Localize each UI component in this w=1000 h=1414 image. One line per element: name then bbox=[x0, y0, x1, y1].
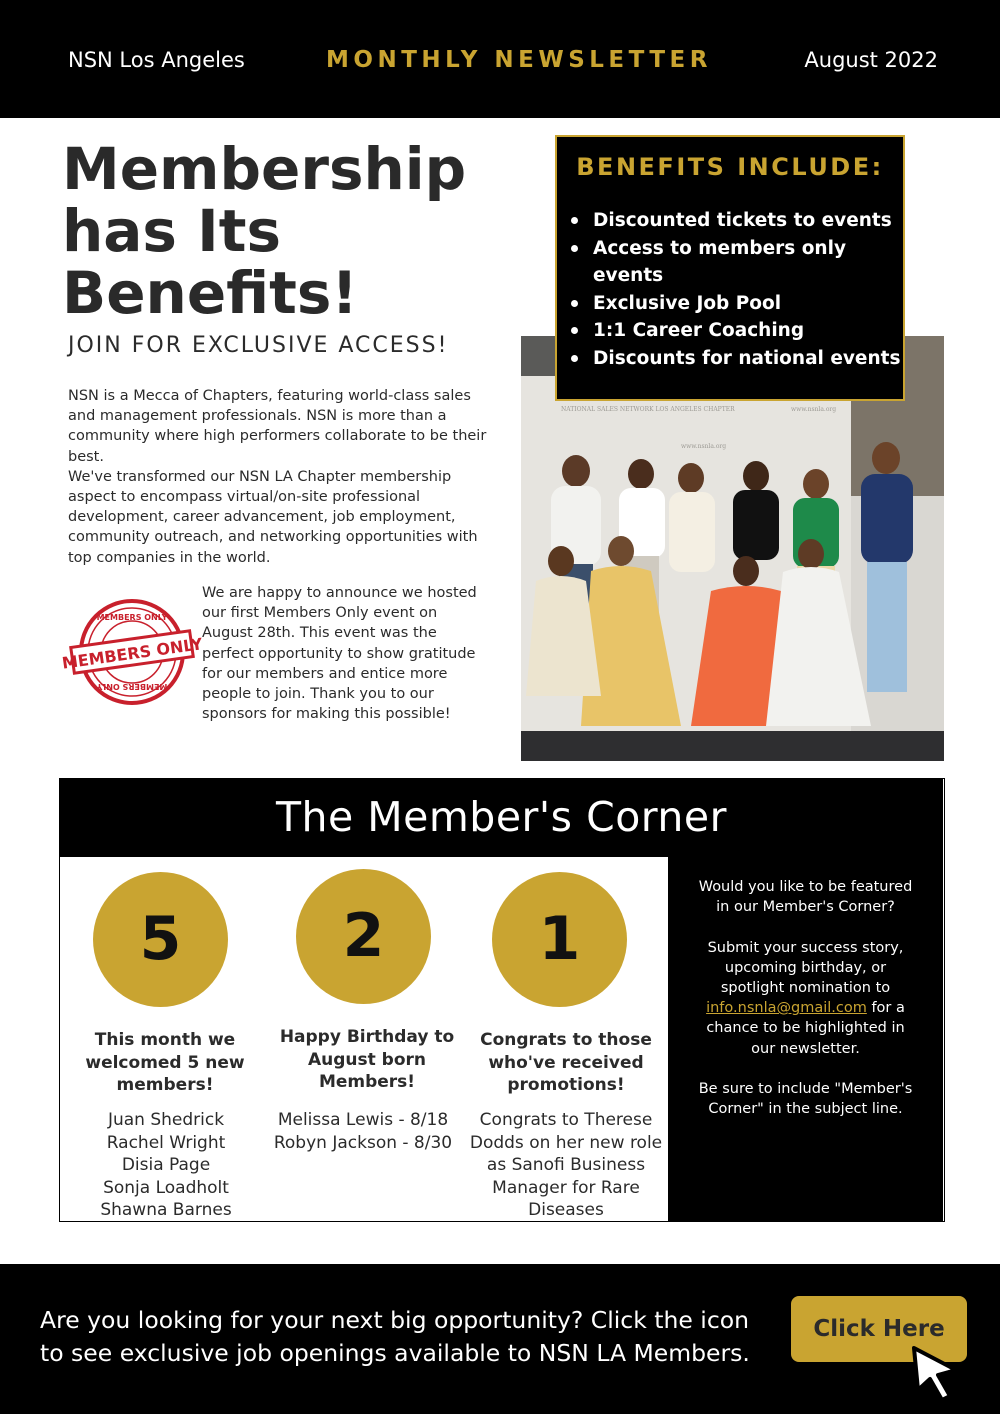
new-members-heading: This month we welcomed 5 new members! bbox=[85, 1030, 245, 1096]
list-item: Shawna Barnes bbox=[100, 1200, 232, 1221]
birthdays-heading: Happy Birthday to August born Members! bbox=[279, 1027, 455, 1093]
job-opportunities-footer bbox=[0, 1264, 1000, 1414]
list-item: Disia Page bbox=[121, 1155, 211, 1176]
footer-message: Are you looking for your next big opportunity? Click the icon to see exclusive job openings available to NSN LA Members. bbox=[40, 1306, 750, 1367]
feature-question: Would you like to be featured in our Member's Corner? bbox=[698, 879, 913, 916]
submit-instructions bbox=[698, 877, 913, 1119]
birthdays-list bbox=[263, 1109, 463, 1154]
benefits-list bbox=[593, 207, 903, 372]
backdrop-text-1: NATIONAL SALES NETWORK LOS ANGELES CHAPTER bbox=[561, 406, 735, 413]
submit-text-before: Submit your success story, upcoming birthday, or spotlight nomination to bbox=[707, 939, 904, 997]
new-members-count-circle: 5 bbox=[93, 872, 228, 1007]
subject-line-note: Be sure to include "Member's Corner" in the subject line. bbox=[698, 1081, 913, 1118]
stamp-text-main: MEMBERS ONLY bbox=[60, 634, 204, 673]
promotions-heading: Congrats to those who've received promotions! bbox=[480, 1030, 652, 1096]
newsletter-title: MONTHLY NEWSLETTER bbox=[326, 47, 712, 73]
list-item: Rachel Wright bbox=[106, 1132, 226, 1153]
list-item: Melissa Lewis - 8/18 bbox=[277, 1110, 449, 1130]
members-corner-submit-panel bbox=[668, 857, 943, 1221]
click-here-button[interactable]: Click Here bbox=[791, 1296, 967, 1362]
members-corner-title: The Member's Corner bbox=[275, 793, 727, 841]
benefits-box bbox=[555, 135, 905, 401]
promotions-count-circle: 1 bbox=[492, 872, 627, 1007]
benefits-title: BENEFITS INCLUDE: bbox=[576, 153, 884, 181]
benefit-item: Exclusive Job Pool bbox=[593, 290, 903, 318]
newsletter-header bbox=[0, 0, 1000, 118]
promotions-list bbox=[466, 1109, 666, 1222]
members-corner-section bbox=[59, 778, 945, 1222]
intro-paragraph-1: NSN is a Mecca of Chapters, featuring world-class sales and management professionals. NSN is more than a community where high performers collaborate to be their best. bbox=[68, 388, 487, 465]
benefit-item: 1:1 Career Coaching bbox=[593, 317, 903, 345]
intro-text bbox=[68, 386, 488, 568]
issue-date: August 2022 bbox=[804, 48, 938, 72]
page-title bbox=[62, 135, 522, 327]
subheadline: JOIN FOR EXCLUSIVE ACCESS! bbox=[68, 333, 449, 358]
submit-text-after: for a chance to be highlighted in our newsletter. bbox=[706, 1000, 905, 1057]
birthdays-count-circle: 2 bbox=[296, 869, 431, 1004]
intro-paragraph-2: We've transformed our NSN LA Chapter membership aspect to encompass virtual/on-site professional development, career advancement, job employment, community outreach, and networking opportunities with top companies in the world. bbox=[68, 468, 478, 566]
benefit-item: Access to members only events bbox=[593, 235, 903, 290]
benefit-item: Discounted tickets to events bbox=[593, 207, 903, 235]
benefit-item: Discounts for national events bbox=[593, 345, 903, 373]
list-item: Congrats to Therese Dodds on her new role as Sanofi Business Manager for Rare Diseases bbox=[469, 1110, 663, 1221]
cursor-arrow-icon[interactable] bbox=[910, 1344, 966, 1404]
submit-text bbox=[698, 938, 913, 1059]
members-corner-header bbox=[60, 779, 943, 857]
backdrop-url-2: www.nsnla.org bbox=[791, 406, 837, 413]
backdrop-url-1: www.nsnla.org bbox=[681, 443, 727, 450]
stamp-text-bottom: MEMBERS ONLY bbox=[96, 682, 168, 691]
new-members-list bbox=[66, 1109, 266, 1222]
members-only-stamp-icon bbox=[60, 598, 204, 706]
headline-line-3: Benefits! bbox=[62, 259, 358, 327]
list-item: Juan Shedrick bbox=[107, 1110, 225, 1130]
headline-line-2: has Its bbox=[62, 197, 281, 265]
list-item: Sonja Loadholt bbox=[103, 1177, 229, 1198]
headline-line-1: Membership bbox=[62, 135, 467, 203]
list-item: Robyn Jackson - 8/30 bbox=[273, 1132, 453, 1153]
email-link[interactable]: info.nsnla@gmail.com bbox=[706, 1000, 867, 1017]
event-announcement: We are happy to announce we hosted our first Members Only event on August 28th. This event was the perfect opportunity to show gratitude for our members and entice more people to join. Thank you to our sponsors for making this possible! bbox=[202, 585, 477, 723]
stamp-text-top: MEMBERS ONLY bbox=[96, 613, 168, 622]
org-name: NSN Los Angeles bbox=[68, 48, 245, 72]
